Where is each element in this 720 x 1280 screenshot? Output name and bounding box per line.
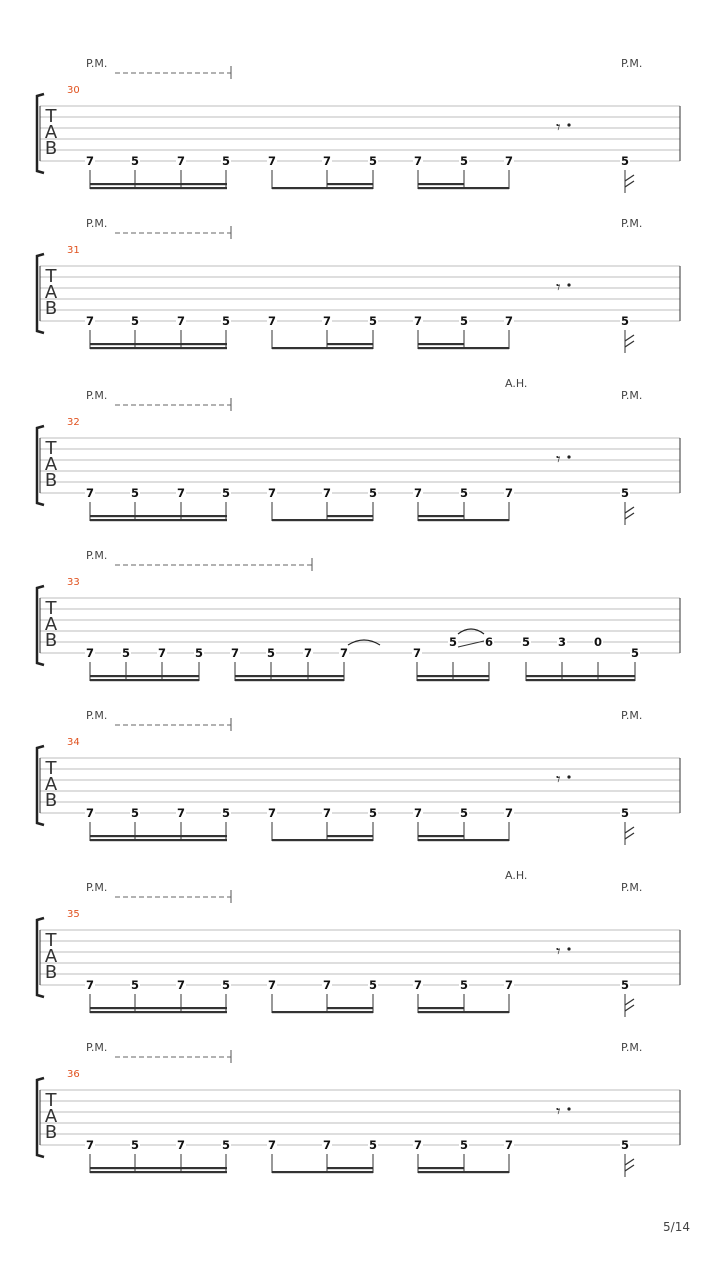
fret-number: 5: [459, 486, 469, 500]
fret-number: 7: [412, 646, 422, 660]
fret-number: 7: [322, 806, 332, 820]
artificial-harmonic-label: A.H.: [505, 377, 528, 390]
beam-primary: [418, 519, 509, 521]
fret-number: 5: [620, 806, 630, 820]
beam-primary: [418, 1171, 509, 1173]
beam-secondary: [418, 1167, 464, 1169]
fret-number: 5: [448, 635, 458, 649]
fret-number: 0: [593, 635, 603, 649]
measure-number: 36: [67, 1069, 80, 1080]
palm-mute-label-right: P.M.: [621, 57, 643, 70]
fret-number: 5: [620, 314, 630, 328]
fret-number: 6: [484, 635, 494, 649]
system-32: [37, 377, 680, 525]
beam-secondary: [90, 183, 227, 185]
dot: [567, 455, 570, 458]
palm-mute-label: P.M.: [86, 1041, 108, 1054]
fret-number: 5: [130, 1138, 140, 1152]
eighth-rest-icon: 𝄾: [556, 278, 561, 298]
tab-clef-a: A: [44, 946, 58, 967]
fret-number: 5: [130, 314, 140, 328]
fret-number: 7: [176, 486, 186, 500]
fret-number: 5: [221, 314, 231, 328]
fret-number: 5: [221, 154, 231, 168]
system-35: [37, 869, 680, 1017]
fret-number: 7: [413, 978, 423, 992]
eighth-rest-icon: 𝄾: [556, 770, 561, 790]
tab-clef-b: B: [44, 470, 58, 491]
beam-secondary: [90, 343, 227, 345]
beam-primary: [272, 1171, 373, 1173]
fret-number: 7: [176, 314, 186, 328]
fret-number: 5: [630, 646, 640, 660]
note-flag: [625, 999, 634, 1011]
fret-number: 7: [176, 806, 186, 820]
palm-mute-label: P.M.: [86, 389, 108, 402]
fret-number: 5: [368, 806, 378, 820]
tab-clef-t: T: [45, 106, 57, 127]
tab-clef-a: A: [44, 1106, 58, 1127]
beam-secondary: [526, 675, 635, 677]
fret-number: 7: [267, 314, 277, 328]
dot: [567, 123, 570, 126]
tab-clef-a: A: [44, 614, 58, 635]
beam-primary: [90, 187, 227, 189]
beam-secondary: [327, 1007, 373, 1009]
tab-clef-a: A: [44, 282, 58, 303]
beam-secondary: [90, 675, 199, 677]
fret-number: 5: [459, 978, 469, 992]
fret-number: 7: [504, 978, 514, 992]
beam-primary: [526, 679, 635, 681]
tab-clef-t: T: [45, 930, 57, 951]
fret-number: 5: [221, 486, 231, 500]
beam-primary: [90, 519, 227, 521]
fret-number: 7: [504, 154, 514, 168]
note-flag: [625, 175, 634, 187]
fret-number: 5: [620, 154, 630, 168]
fret-number: 7: [322, 1138, 332, 1152]
fret-number: 7: [85, 486, 95, 500]
eighth-rest-icon: 𝄾: [556, 1102, 561, 1122]
measure-number: 31: [67, 245, 80, 256]
fret-number: 7: [504, 1138, 514, 1152]
dot: [567, 947, 570, 950]
beam-secondary: [327, 515, 373, 517]
fret-number: 5: [194, 646, 204, 660]
fret-number: 7: [413, 314, 423, 328]
fret-number: 5: [459, 154, 469, 168]
fret-number: 7: [504, 486, 514, 500]
palm-mute-label: P.M.: [86, 881, 108, 894]
note-flag: [625, 1159, 634, 1171]
fret-number: 7: [176, 1138, 186, 1152]
dot: [567, 775, 570, 778]
fret-number: 3: [557, 635, 567, 649]
tab-clef-b: B: [44, 138, 58, 159]
measure-number: 35: [67, 909, 80, 920]
palm-mute-label-right: P.M.: [621, 709, 643, 722]
beam-secondary: [418, 183, 464, 185]
system-36: [37, 1041, 680, 1177]
tab-clef-t: T: [45, 1090, 57, 1111]
fret-number: 7: [504, 314, 514, 328]
fret-number: 7: [267, 154, 277, 168]
tab-clef-t: T: [45, 266, 57, 287]
page-number: 5/14: [663, 1220, 690, 1234]
beam-secondary: [417, 675, 489, 677]
fret-number: 5: [620, 1138, 630, 1152]
fret-number: 5: [368, 154, 378, 168]
note-flag: [625, 507, 634, 519]
beam-secondary: [327, 1167, 373, 1169]
fret-number: 7: [176, 978, 186, 992]
system-33: [37, 549, 680, 681]
beam-secondary: [418, 515, 464, 517]
fret-number: 7: [413, 806, 423, 820]
note-flag: [625, 827, 634, 839]
fret-number: 7: [339, 646, 349, 660]
tab-clef-b: B: [44, 790, 58, 811]
fret-number: 5: [221, 978, 231, 992]
fret-number: 5: [459, 314, 469, 328]
fret-number: 7: [267, 806, 277, 820]
tab-clef-b: B: [44, 630, 58, 651]
palm-mute-label-right: P.M.: [621, 881, 643, 894]
fret-number: 7: [85, 978, 95, 992]
fret-number: 5: [459, 806, 469, 820]
measure-number: 33: [67, 577, 80, 588]
system-30: [37, 57, 680, 193]
beam-secondary: [418, 835, 464, 837]
tab-clef-b: B: [44, 298, 58, 319]
palm-mute-label: P.M.: [86, 549, 108, 562]
fret-number: 7: [85, 1138, 95, 1152]
fret-number: 7: [504, 806, 514, 820]
system-31: [37, 217, 680, 353]
fret-number: 7: [322, 978, 332, 992]
fret-number: 7: [230, 646, 240, 660]
fret-number: 5: [368, 978, 378, 992]
beam-primary: [90, 1171, 227, 1173]
fret-number: 7: [176, 154, 186, 168]
beam-primary: [272, 347, 373, 349]
fret-number: 5: [266, 646, 276, 660]
beam-secondary: [327, 343, 373, 345]
beam-secondary: [90, 1007, 227, 1009]
tab-clef-a: A: [44, 774, 58, 795]
beam-primary: [418, 839, 509, 841]
fret-number: 5: [121, 646, 131, 660]
fret-number: 5: [620, 486, 630, 500]
fret-number: 5: [221, 1138, 231, 1152]
fret-number: 5: [130, 978, 140, 992]
tab-clef-b: B: [44, 962, 58, 983]
fret-number: 7: [157, 646, 167, 660]
fret-number: 7: [85, 646, 95, 660]
eighth-rest-icon: 𝄾: [556, 942, 561, 962]
beam-primary: [418, 347, 509, 349]
fret-number: 5: [620, 978, 630, 992]
note-flag: [625, 335, 634, 347]
fret-number: 7: [413, 154, 423, 168]
dot: [567, 1107, 570, 1110]
tab-clef-a: A: [44, 122, 58, 143]
fret-number: 7: [322, 486, 332, 500]
beam-secondary: [90, 835, 227, 837]
tab-clef-a: A: [44, 454, 58, 475]
fret-number: 5: [368, 314, 378, 328]
fret-number: 7: [322, 314, 332, 328]
fret-number: 7: [85, 314, 95, 328]
fret-number: 7: [413, 486, 423, 500]
tab-clef-t: T: [45, 758, 57, 779]
fret-number: 7: [303, 646, 313, 660]
fret-number: 5: [130, 806, 140, 820]
beam-secondary: [235, 675, 344, 677]
fret-number: 5: [521, 635, 531, 649]
tab-clef-b: B: [44, 1122, 58, 1143]
beam-primary: [272, 1011, 373, 1013]
eighth-rest-icon: 𝄾: [556, 450, 561, 470]
beam-primary: [272, 519, 373, 521]
palm-mute-label: P.M.: [86, 57, 108, 70]
fret-number: 7: [85, 806, 95, 820]
beam-secondary: [418, 343, 464, 345]
fret-number: 7: [267, 978, 277, 992]
beam-primary: [272, 187, 373, 189]
beam-primary: [418, 1011, 509, 1013]
palm-mute-label-right: P.M.: [621, 217, 643, 230]
fret-number: 7: [322, 154, 332, 168]
artificial-harmonic-label: A.H.: [505, 869, 528, 882]
palm-mute-label-right: P.M.: [621, 389, 643, 402]
fret-number: 5: [130, 154, 140, 168]
beam-primary: [90, 839, 227, 841]
beam-primary: [90, 679, 199, 681]
palm-mute-label: P.M.: [86, 709, 108, 722]
measure-number: 30: [67, 85, 80, 96]
beam-primary: [235, 679, 344, 681]
fret-number: 7: [267, 1138, 277, 1152]
fret-number: 5: [368, 486, 378, 500]
measure-number: 32: [67, 417, 80, 428]
beam-primary: [90, 347, 227, 349]
fret-number: 5: [221, 806, 231, 820]
tab-clef-t: T: [45, 438, 57, 459]
system-34: [37, 709, 680, 845]
beam-secondary: [418, 1007, 464, 1009]
fret-number: 5: [368, 1138, 378, 1152]
beam-secondary: [90, 515, 227, 517]
measure-number: 34: [67, 737, 80, 748]
palm-mute-label: P.M.: [86, 217, 108, 230]
fret-number: 7: [267, 486, 277, 500]
beam-secondary: [90, 1167, 227, 1169]
palm-mute-label-right: P.M.: [621, 1041, 643, 1054]
fret-number: 5: [459, 1138, 469, 1152]
tab-clef-t: T: [45, 598, 57, 619]
beam-secondary: [327, 835, 373, 837]
fret-number: 7: [413, 1138, 423, 1152]
beam-primary: [90, 1011, 227, 1013]
beam-primary: [417, 679, 489, 681]
beam-primary: [418, 187, 509, 189]
beam-secondary: [327, 183, 373, 185]
dot: [567, 283, 570, 286]
fret-number: 5: [130, 486, 140, 500]
eighth-rest-icon: 𝄾: [556, 118, 561, 138]
beam-primary: [272, 839, 373, 841]
fret-number: 7: [85, 154, 95, 168]
